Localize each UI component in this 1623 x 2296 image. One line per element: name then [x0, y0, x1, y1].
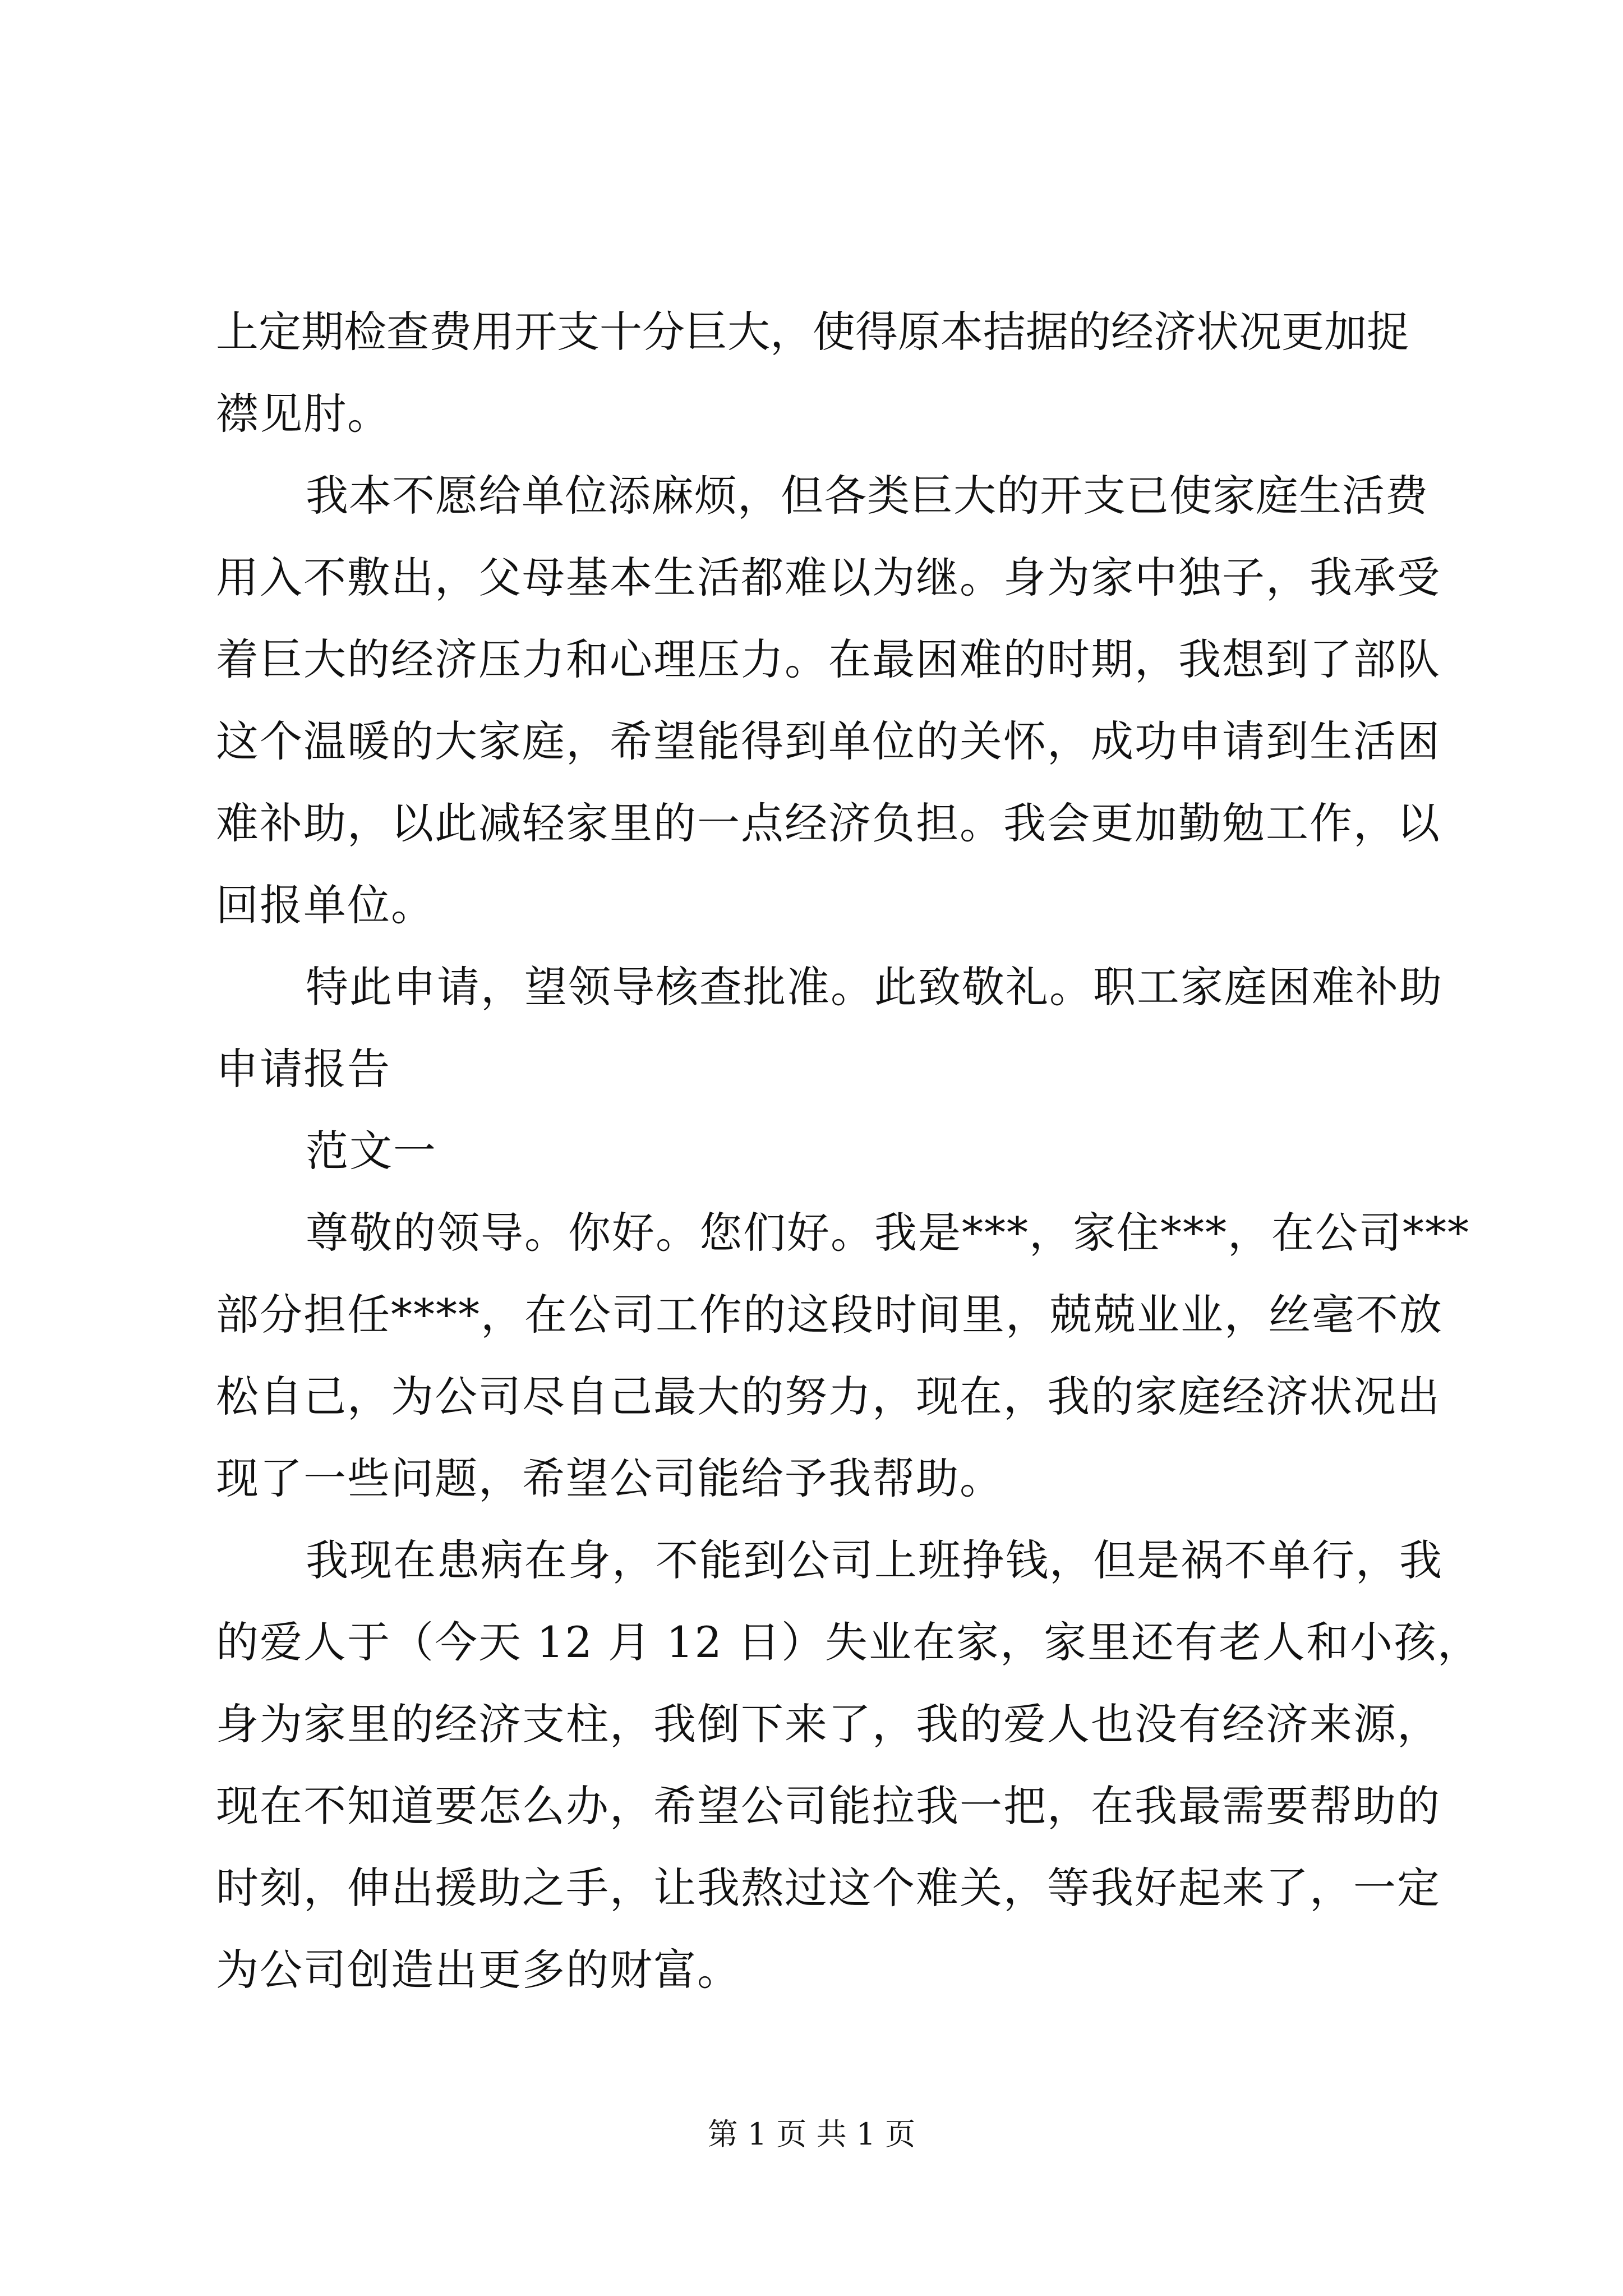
text-line: 松自己，为公司尽自己最大的努力，现在，我的家庭经济状况出	[216, 1372, 1441, 1421]
text-line: 申请报告	[216, 1044, 391, 1094]
text-line: 用入不敷出，父母基本生活都难以为继。身为家中独子，我承受	[216, 553, 1441, 602]
page-number-footer: 第 1 页 共 1 页	[707, 2116, 916, 2152]
text-line: 的爱人于（今天 12 月 12 日）失业在家，家里还有老人和小孩，	[216, 1617, 1482, 1667]
text-line: 回报单位。	[216, 880, 435, 930]
text-line: 现在不知道要怎么办，希望公司能拉我一把，在我最需要帮助的	[216, 1781, 1441, 1831]
paragraph-first-line: 我本不愿给单位添麻烦，但各类巨大的开支已使家庭生活费	[306, 471, 1428, 521]
text-line: 着巨大的经济压力和心理压力。在最困难的时期，我想到了部队	[216, 634, 1441, 684]
text-line: 襟见肘。	[216, 389, 391, 439]
text-line: 难补助，以此减轻家里的一点经济负担。我会更加勤勉工作，以	[216, 798, 1441, 848]
text-line: 这个温暖的大家庭，希望能得到单位的关怀，成功申请到生活困	[216, 716, 1441, 766]
paragraph-first-line: 尊敬的领导。你好。您们好。我是***，家住***，在公司***	[306, 1208, 1470, 1258]
text-line: 为公司创造出更多的财富。	[216, 1945, 741, 1995]
text-line: 上定期检查费用开支十分巨大，使得原本拮据的经济状况更加捉	[216, 307, 1409, 357]
paragraph-first-line: 我现在患病在身，不能到公司上班挣钱，但是祸不单行，我	[306, 1535, 1443, 1585]
paragraph-first-line: 特此申请，望领导核查批准。此致敬礼。职工家庭困难补助	[306, 962, 1443, 1012]
text-line: 部分担任****，在公司工作的这段时间里，兢兢业业，丝毫不放	[216, 1290, 1443, 1340]
section-heading: 范文一	[306, 1126, 437, 1176]
text-line: 现了一些问题，希望公司能给予我帮助。	[216, 1453, 1003, 1503]
text-line: 身为家里的经济支柱，我倒下来了，我的爱人也没有经济来源，	[216, 1699, 1441, 1749]
text-line: 时刻，伸出援助之手，让我熬过这个难关，等我好起来了，一定	[216, 1863, 1441, 1913]
